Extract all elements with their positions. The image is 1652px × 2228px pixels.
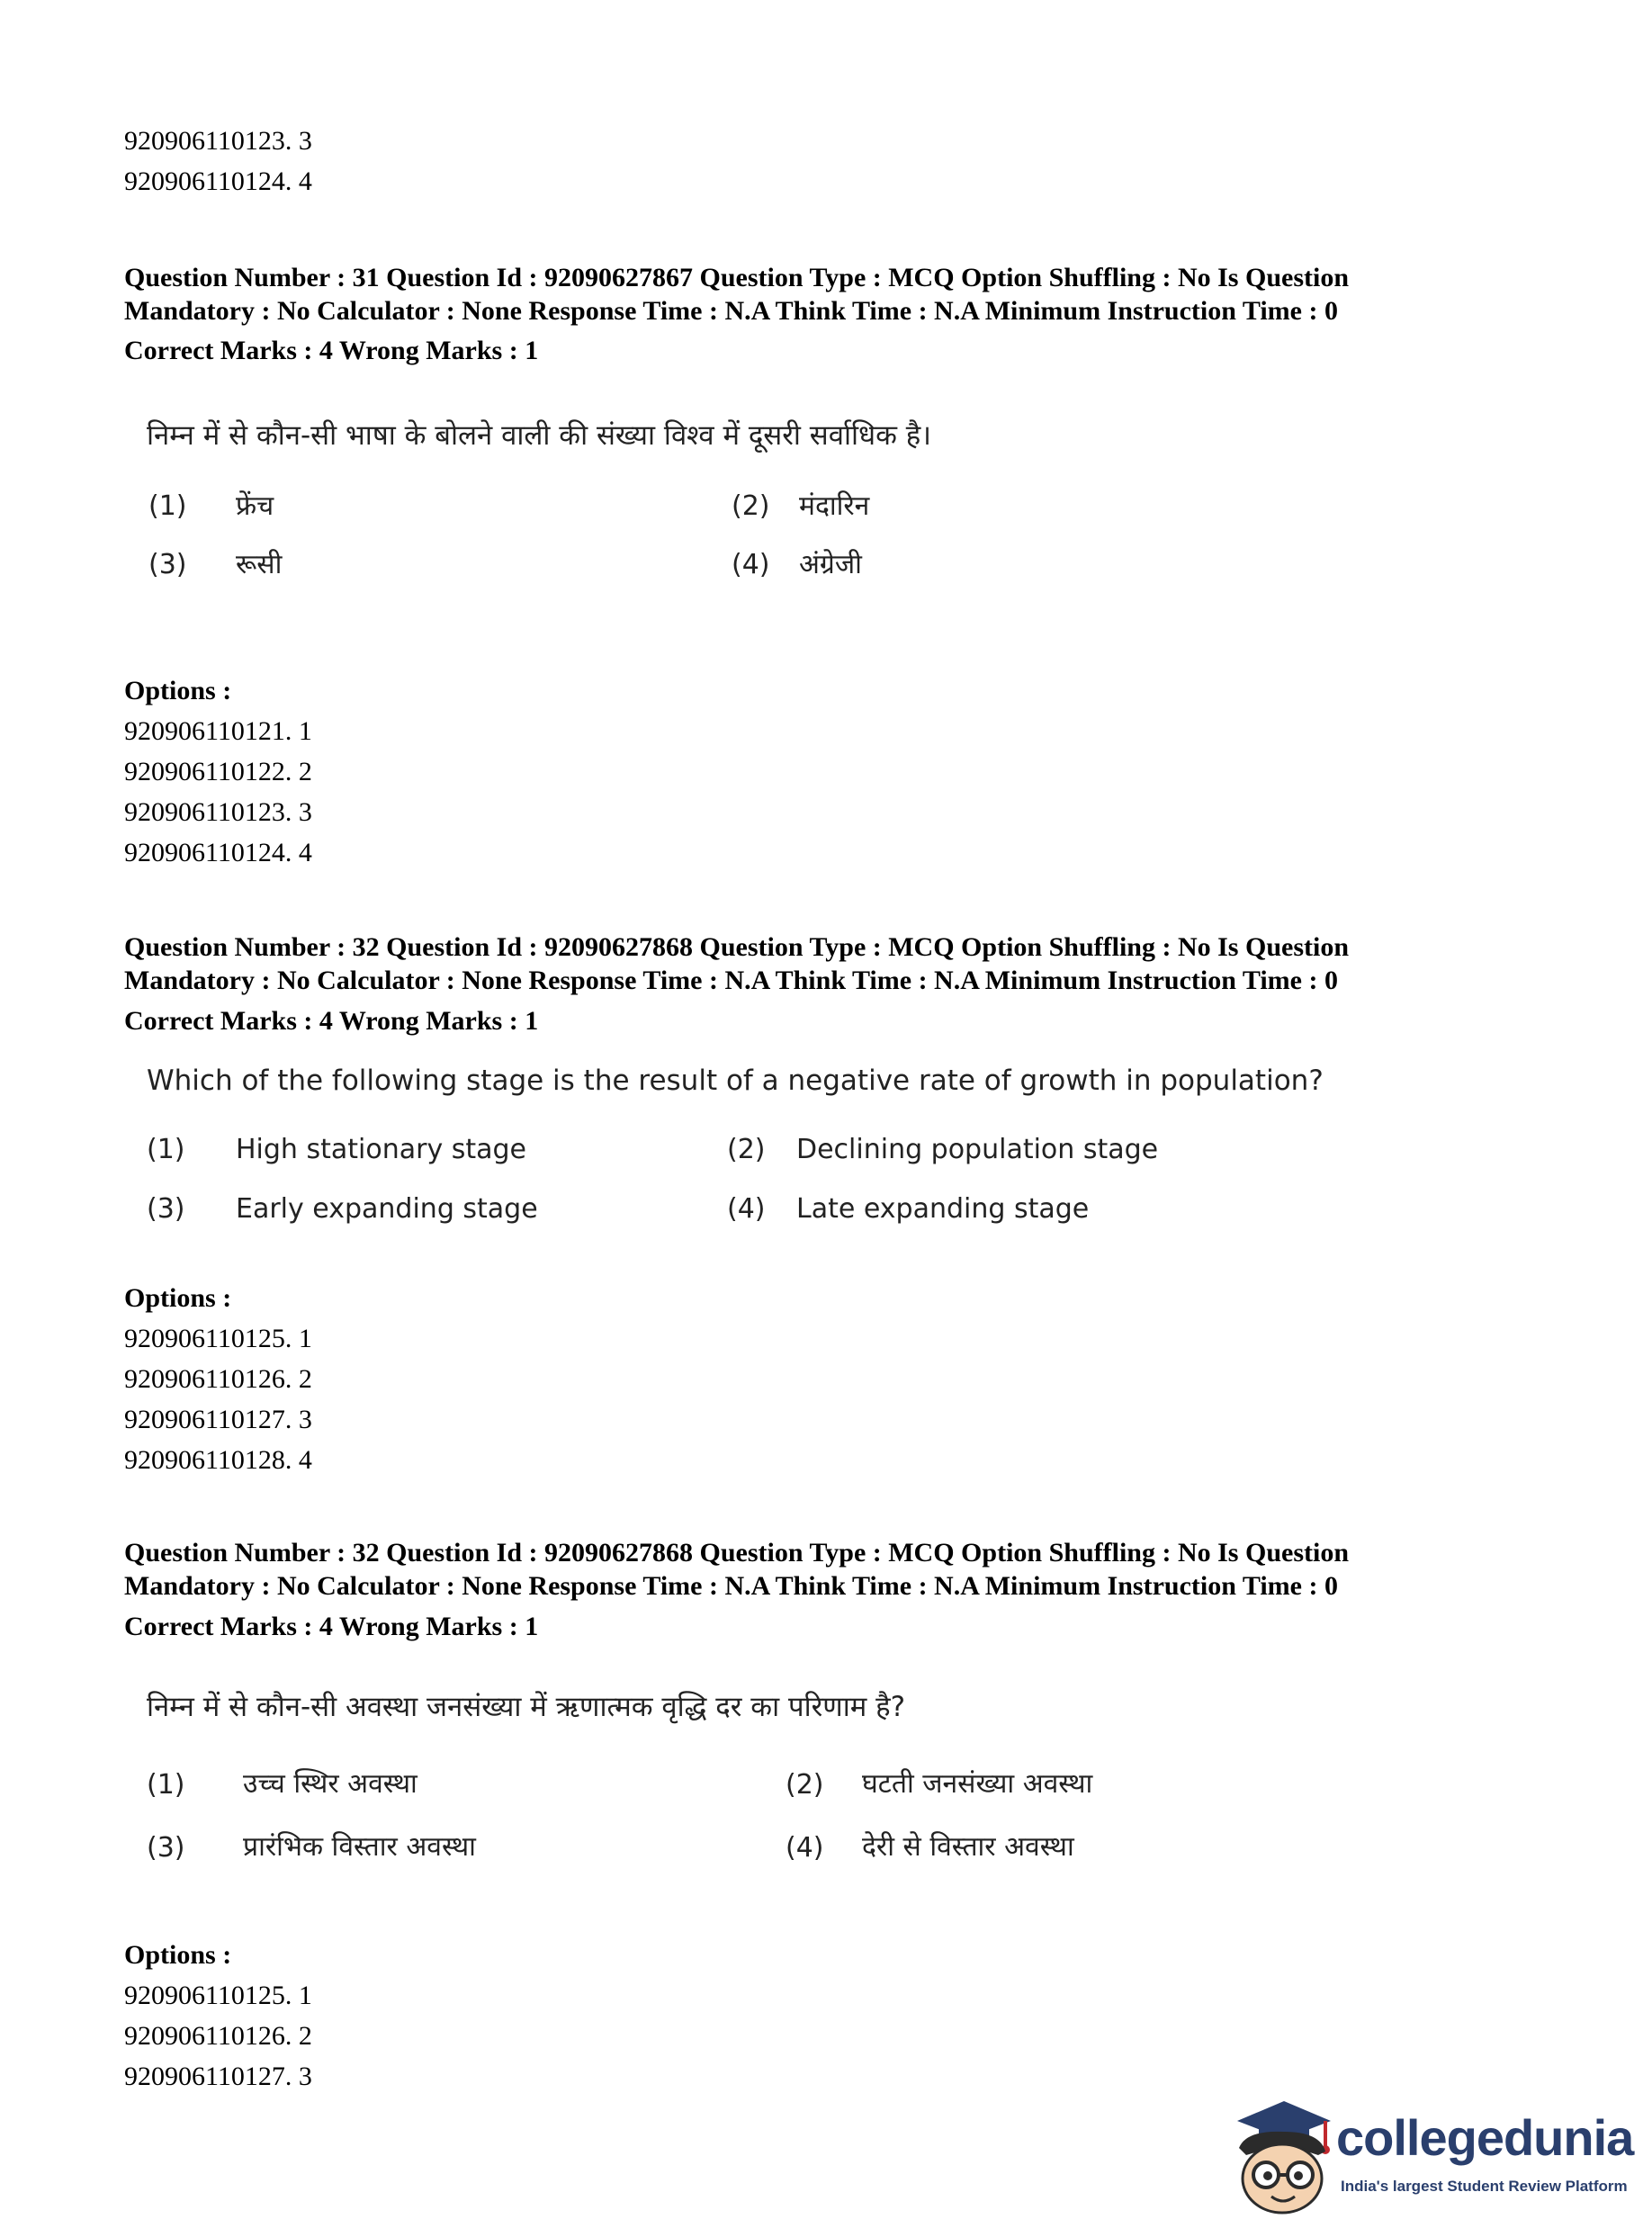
question-meta: Question Number : 32 Question Id : 92090627868 Question Type : MCQ Option Shuffling : No Is Question [124, 1538, 1350, 1568]
question-text: निम्न में से कौन-सी अवस्था जनसंख्या में ऋणात्मक वृद्धि दर का परिणाम है? [147, 1691, 906, 1723]
choice-text: रूसी [236, 549, 283, 580]
choice-text: प्रारंभिक विस्तार अवस्था [243, 1831, 476, 1863]
choice-number: (4) [727, 1193, 766, 1225]
options-label: Options : [124, 1940, 232, 1970]
choice-number: (1) [147, 1769, 185, 1801]
choice-text: High stationary stage [236, 1134, 527, 1165]
brand-tagline: India's largest Student Review Platform [1341, 2178, 1628, 2195]
choice-text: देरी से विस्तार अवस्था [862, 1831, 1074, 1863]
mascot-icon [1219, 2092, 1336, 2218]
option-line: 920906110126. 2 [124, 2021, 312, 2051]
choice-text: Declining population stage [796, 1134, 1159, 1165]
option-line: 920906110128. 4 [124, 1445, 312, 1475]
choice-text: फ्रेंच [236, 490, 274, 522]
choice-number: (3) [147, 1832, 185, 1864]
question-text: Which of the following stage is the result of a negative rate of growth in population? [147, 1065, 1324, 1097]
question-marks: Correct Marks : 4 Wrong Marks : 1 [124, 336, 539, 365]
option-line: 920906110124. 4 [124, 838, 312, 867]
choice-number: (1) [148, 490, 187, 522]
question-meta: Mandatory : No Calculator : None Response Time : N.A Think Time : N.A Minimum Instruction Time : 0 [124, 296, 1338, 326]
choice-text: Late expanding stage [796, 1193, 1090, 1225]
option-line: 920906110125. 1 [124, 1981, 312, 2010]
question-meta: Question Number : 31 Question Id : 92090627867 Question Type : MCQ Option Shuffling : No Is Question [124, 263, 1350, 292]
collegedunia-logo [1219, 2092, 1642, 2218]
question-meta: Question Number : 32 Question Id : 92090627868 Question Type : MCQ Option Shuffling : No Is Question [124, 932, 1350, 962]
choice-text: अंग्रेजी [799, 549, 862, 580]
choice-text: उच्च स्थिर अवस्था [243, 1768, 417, 1800]
options-label: Options : [124, 676, 232, 705]
option-line: 920906110124. 4 [124, 166, 312, 196]
choice-text: Early expanding stage [236, 1193, 538, 1225]
question-meta: Mandatory : No Calculator : None Response Time : N.A Think Time : N.A Minimum Instruction Time : 0 [124, 966, 1338, 995]
options-label: Options : [124, 1283, 232, 1313]
brand-name: collegedunia [1336, 2109, 1634, 2166]
choice-number: (4) [732, 549, 770, 580]
option-line: 920906110121. 1 [124, 716, 312, 746]
choice-number: (1) [147, 1134, 185, 1165]
option-line: 920906110125. 1 [124, 1324, 312, 1353]
question-marks: Correct Marks : 4 Wrong Marks : 1 [124, 1612, 539, 1641]
choice-text: मंदारिन [799, 490, 870, 522]
question-text: निम्न में से कौन-सी भाषा के बोलने वाली की संख्या विश्व में दूसरी सर्वाधिक है। [147, 419, 931, 452]
choice-number: (2) [727, 1134, 766, 1165]
choice-number: (4) [786, 1832, 824, 1864]
option-line: 920906110123. 3 [124, 797, 312, 827]
option-line: 920906110127. 3 [124, 1405, 312, 1434]
option-line: 920906110123. 3 [124, 126, 312, 156]
choice-text: घटती जनसंख्या अवस्था [862, 1768, 1093, 1800]
choice-number: (2) [786, 1769, 824, 1801]
question-meta: Mandatory : No Calculator : None Response Time : N.A Think Time : N.A Minimum Instruction Time : 0 [124, 1571, 1338, 1601]
option-line: 920906110126. 2 [124, 1364, 312, 1394]
question-marks: Correct Marks : 4 Wrong Marks : 1 [124, 1006, 539, 1036]
option-line: 920906110127. 3 [124, 2062, 312, 2091]
choice-number: (2) [732, 490, 770, 522]
choice-number: (3) [148, 549, 187, 580]
option-line: 920906110122. 2 [124, 757, 312, 786]
choice-number: (3) [147, 1193, 185, 1225]
